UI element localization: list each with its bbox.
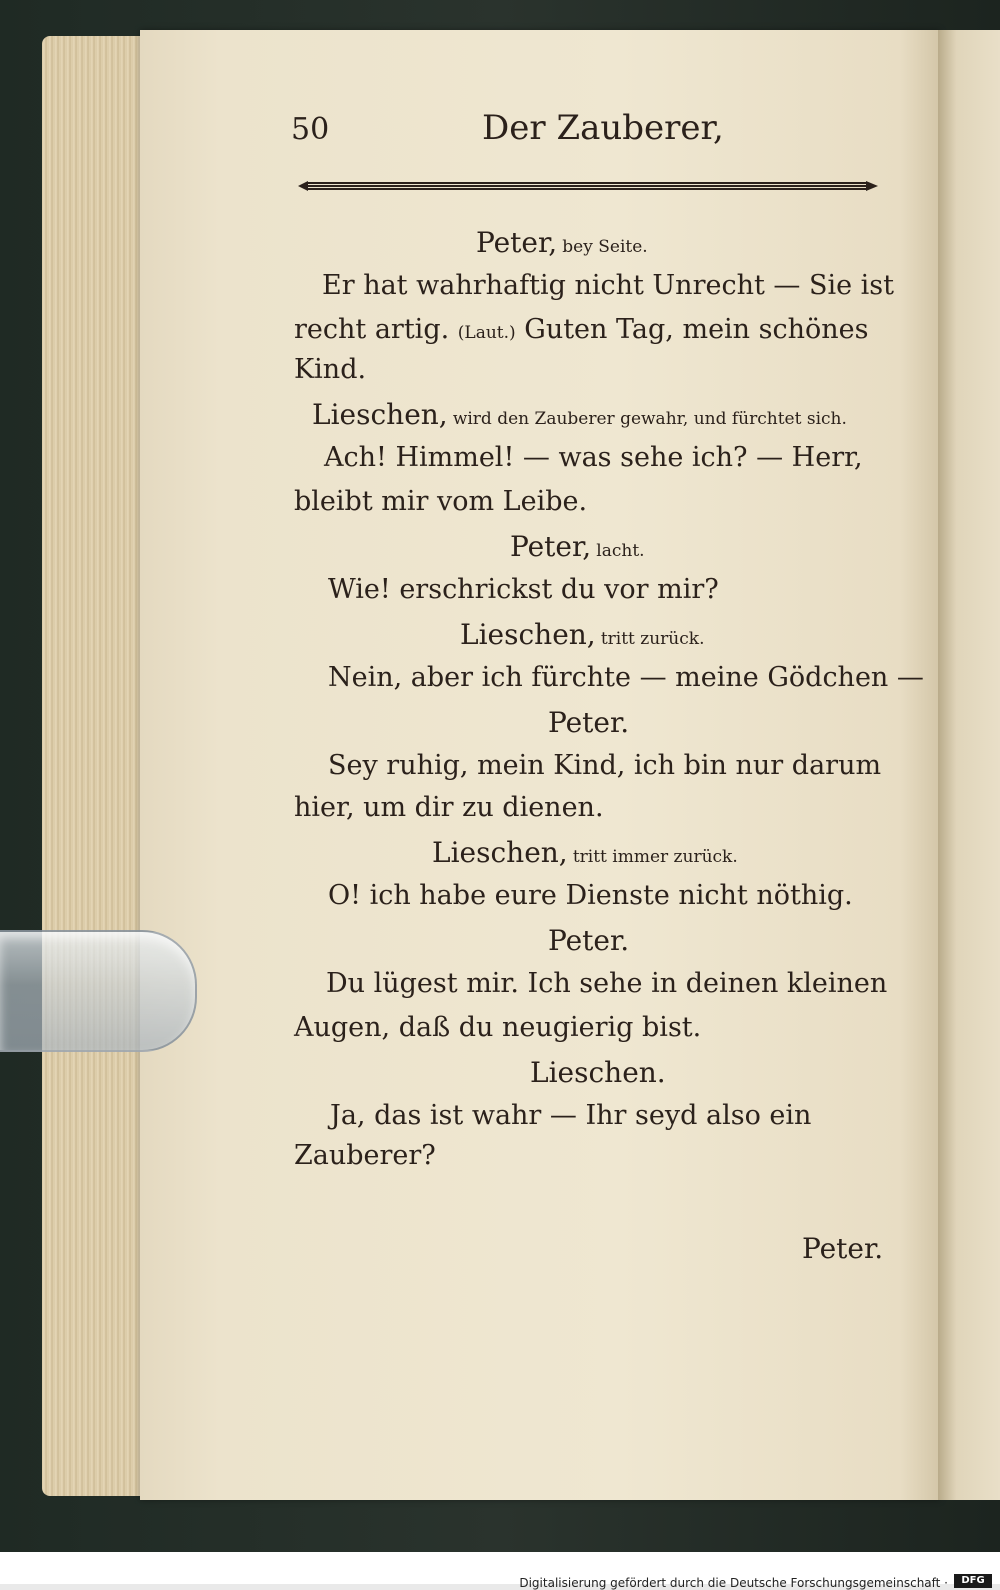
speaker-line	[476, 226, 648, 259]
dialogue-line: Nein, aber ich fürchte — meine Gödchen —	[328, 662, 924, 693]
dialogue-line: Kind.	[294, 354, 367, 385]
dialogue-line: bleibt mir vom Leibe.	[294, 486, 588, 517]
speaker-name: Lieschen,	[432, 836, 568, 869]
speaker-name: Lieschen,	[460, 618, 596, 651]
dfg-logo: DFG	[954, 1574, 992, 1588]
speaker-name: Peter,	[510, 530, 592, 563]
catchword: Peter.	[802, 1232, 884, 1265]
stage-direction: wird den Zauberer gewahr, und fürchtet sich.	[452, 409, 847, 429]
glass-page-clip	[0, 930, 197, 1052]
speaker-name: Peter,	[476, 226, 558, 259]
dialogue-line: Ach! Himmel! — was sehe ich? — Herr,	[324, 442, 863, 473]
dialogue-line: Augen, daß du neugierig bist.	[294, 1012, 702, 1043]
dialogue-line: Wie! erschrickst du vor mir?	[328, 574, 719, 605]
stage-direction: bey Seite.	[562, 237, 648, 257]
running-title: Der Zauberer,	[482, 108, 724, 148]
dialogue-line: Er hat wahrhaftig nicht Unrecht — Sie ist	[322, 270, 895, 301]
speaker-line	[432, 836, 738, 869]
speaker-line	[460, 618, 704, 651]
dialogue-line	[294, 314, 869, 345]
stage-direction: lacht.	[596, 541, 645, 561]
dialogue-line: Du lügest mir. Ich sehe in deinen kleinen	[326, 968, 888, 999]
stage-direction: tritt zurück.	[600, 629, 705, 649]
page-edges	[42, 36, 152, 1496]
dialogue-line: Ja, das ist wahr — Ihr seyd also ein	[330, 1100, 812, 1131]
speaker-name: Lieschen,	[312, 398, 448, 431]
page-number: 50	[291, 112, 330, 147]
speaker-name: Peter.	[548, 924, 630, 957]
speaker-name: Peter.	[548, 706, 630, 739]
dialogue-line: Sey ruhig, mein Kind, ich bin nur darum	[328, 750, 882, 781]
speaker-name: Lieschen.	[530, 1056, 666, 1089]
dialogue-line: hier, um dir zu dienen.	[294, 792, 604, 823]
speaker-line	[510, 530, 645, 563]
dialogue-text: recht artig.	[294, 314, 450, 345]
stage-direction: tritt immer zurück.	[572, 847, 738, 867]
dialogue-line: Zauberer?	[294, 1140, 436, 1171]
speaker-line	[312, 398, 847, 431]
footer-credit: Digitalisierung gefördert durch die Deutsche Forschungsgemeinschaft ·	[519, 1576, 948, 1590]
dialogue-line: O! ich habe eure Dienste nicht nöthig.	[328, 880, 853, 911]
stage-direction: (Laut.)	[457, 323, 516, 343]
dialogue-text: Guten Tag, mein schönes	[524, 314, 869, 345]
facing-page-edge	[938, 30, 1000, 1500]
ornamental-rule	[298, 180, 878, 192]
